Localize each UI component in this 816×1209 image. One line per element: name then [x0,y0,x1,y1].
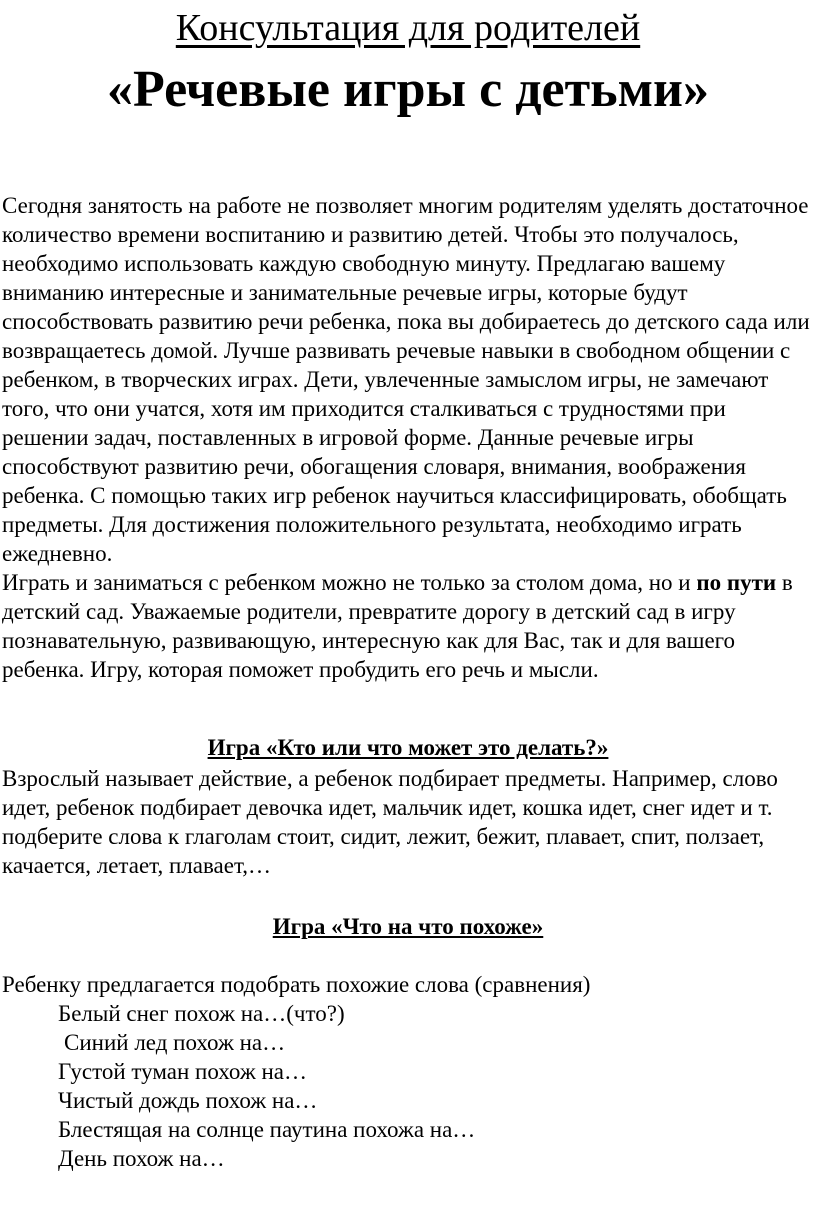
intro-paragraph-2-end: в детский сад. Уважаемые родители, превратите дорогу в детский сад в игру познавательную, развивающую, интересную как для Вас, так и для вашего ребенка. Игру, которая поможет пробудить его речь и мысли. [2,570,793,682]
intro-paragraph-1: Сегодня занятость на работе не позволяет многим родителям уделять достаточное количество времени воспитанию и развитию детей. Чтобы это получалось, необходимо использовать каждую свободную минуту. Предлагаю вашему вниманию интересные и занимательные речевые игры, которые будут способствовать развитию речи ребенка, пока вы добираетесь до детского сада или возвращаетесь домой. Лучше развивать речевые навыки в свободном общении с ребенком, в творческих играх. Дети, увлеченные замыслом игры, не замечают того, что они учатся, хотя им приходится сталкиваться с трудностями при решении задач, поставленных в игровой форме. Данные речевые игры способствуют развитию речи, обогащения словаря, внимания, воображения ребенка. С помощью таких игр ребенок научиться классифицировать, обобщать предметы. Для достижения положительного результата, необходимо играть ежедневно. [2,193,810,566]
game2-item: Блестящая на солнце паутина похожа на… [58,1117,476,1142]
intro-paragraph-2-start: Играть и заниматься с ребенком можно не только за столом дома, но и [2,570,697,595]
document-kicker: Консультация для родителей [175,7,641,49]
game1-heading: Игра «Кто или что может это делать?» [207,735,609,760]
game2-item: День похож на… [58,1146,225,1171]
game2-intro: Ребенку предлагается подобрать похожие слова (сравнения) [2,972,591,997]
game2-heading: Игра «Что на что похоже» [272,914,544,939]
game2-section [2,970,816,1173]
game2-item: Чистый дождь похож на… [58,1088,318,1113]
game2-item: Синий лед похож на… [64,1030,286,1055]
document-title: «Речевые игры с детьми» [106,61,709,118]
game1-text-paragraph [2,764,816,880]
game1-text: Взрослый называет действие, а ребенок подбирает предметы. Например, слово идет, ребенок подбирает девочка идет, мальчик идет, кошка идет, снег идет и т. подберите слова к глаголам стоит, сидит, лежит, бежит, плавает, спит, ползает, качается, летает, плавает,… [2,766,778,878]
intro-paragraph-2-bold: по пути [696,570,777,595]
game2-item: Густой туман похож на… [58,1059,307,1084]
intro-section [2,191,816,684]
game2-item: Белый снег похож на…(что?) [58,1001,345,1026]
intro-paragraph-2 [2,568,816,684]
game1-section [2,764,816,880]
